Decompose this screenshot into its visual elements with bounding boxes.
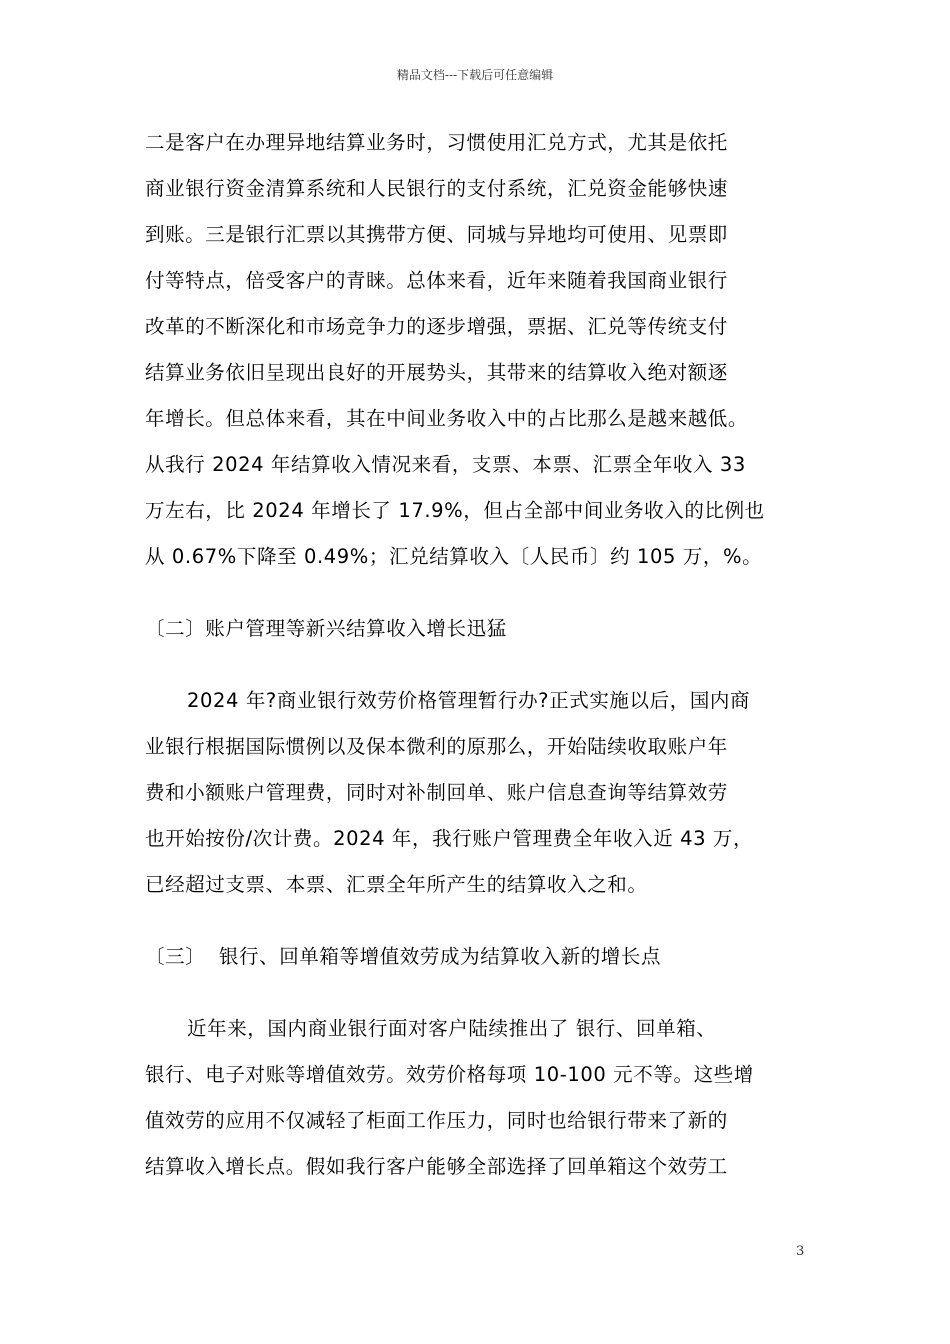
paragraph-line: 值效劳的应用不仅减轻了柜面工作压力，同时也给银行带来了新的 — [145, 1109, 728, 1132]
paragraph-line: 从我行 2024 年结算收入情况来看，支票、本票、汇票全年收入 33 — [145, 453, 746, 476]
paragraph-line: 2024 年?商业银行效劳价格管理暂行办?正式实施以后，国内商 — [187, 689, 751, 712]
spacer — [145, 652, 825, 678]
paragraph-line: 也开始按份/次计费。2024 年，我行账户管理费全年收入近 43 万， — [145, 827, 754, 850]
document-body — [145, 120, 825, 1190]
paragraph-line: 从 0.67%下降至 0.49%；汇兑结算收入〔人民币〕约 105 万，%。 — [145, 545, 763, 568]
paragraph-line: 年增长。但总体来看，其在中间业务收入中的占比那么是越来越低。 — [145, 407, 749, 430]
paragraph-line: 费和小额账户管理费，同时对补制回单、账户信息查询等结算效劳 — [145, 781, 728, 804]
page-number: 3 — [796, 1244, 805, 1259]
paragraph-line: 付等特点，倍受客户的青睐。总体来看，近年来随着我国商业银行 — [145, 269, 728, 292]
section-heading-3: 〔三〕 银行、回单箱等增值效劳成为结算收入新的增长点 — [145, 945, 662, 968]
paragraph-line: 到账。三是银行汇票以其携带方便、同城与异地均可使用、见票即 — [145, 223, 728, 246]
page-header: 精品文档---下载后可任意编辑 — [396, 68, 554, 82]
paragraph-line: 结算业务依旧呈现出良好的开展势头，其带来的结算收入绝对额逐 — [145, 361, 728, 384]
paragraph-line: 已经超过支票、本票、汇票全年所产生的结算收入之和。 — [145, 873, 648, 896]
spacer — [145, 980, 825, 1006]
spacer — [145, 908, 825, 934]
paragraph-line: 改革的不断深化和市场竞争力的逐步增强，票据、汇兑等传统支付 — [145, 315, 728, 338]
paragraph-line: 业银行根据国际惯例以及保本微利的原那么，开始陆续收取账户年 — [145, 735, 728, 758]
paragraph-line: 结算收入增长点。假如我行客户能够全部选择了回单箱这个效劳工 — [145, 1155, 728, 1178]
paragraph-line: 银行、电子对账等增值效劳。效劳价格每项 10-100 元不等。这些增 — [145, 1063, 754, 1086]
section-heading-2: 〔二〕账户管理等新兴结算收入增长迅猛 — [145, 617, 507, 640]
paragraph-line: 商业银行资金清算系统和人民银行的支付系统，汇兑资金能够快速 — [145, 177, 728, 200]
paragraph-line: 二是客户在办理异地结算业务时，习惯使用汇兑方式，尤其是依托 — [145, 131, 728, 154]
paragraph-value-added-services — [145, 1006, 825, 1190]
paragraph-line: 近年来，国内商业银行面对客户陆续推出了 银行、回单箱、 — [187, 1017, 717, 1040]
paragraph-line: 万左右，比 2024 年增长了 17.9%，但占全部中间业务收入的比例也 — [145, 499, 765, 522]
paragraph-account-management — [145, 678, 825, 908]
paragraph-settlement-overview — [145, 120, 825, 580]
spacer — [145, 580, 825, 606]
